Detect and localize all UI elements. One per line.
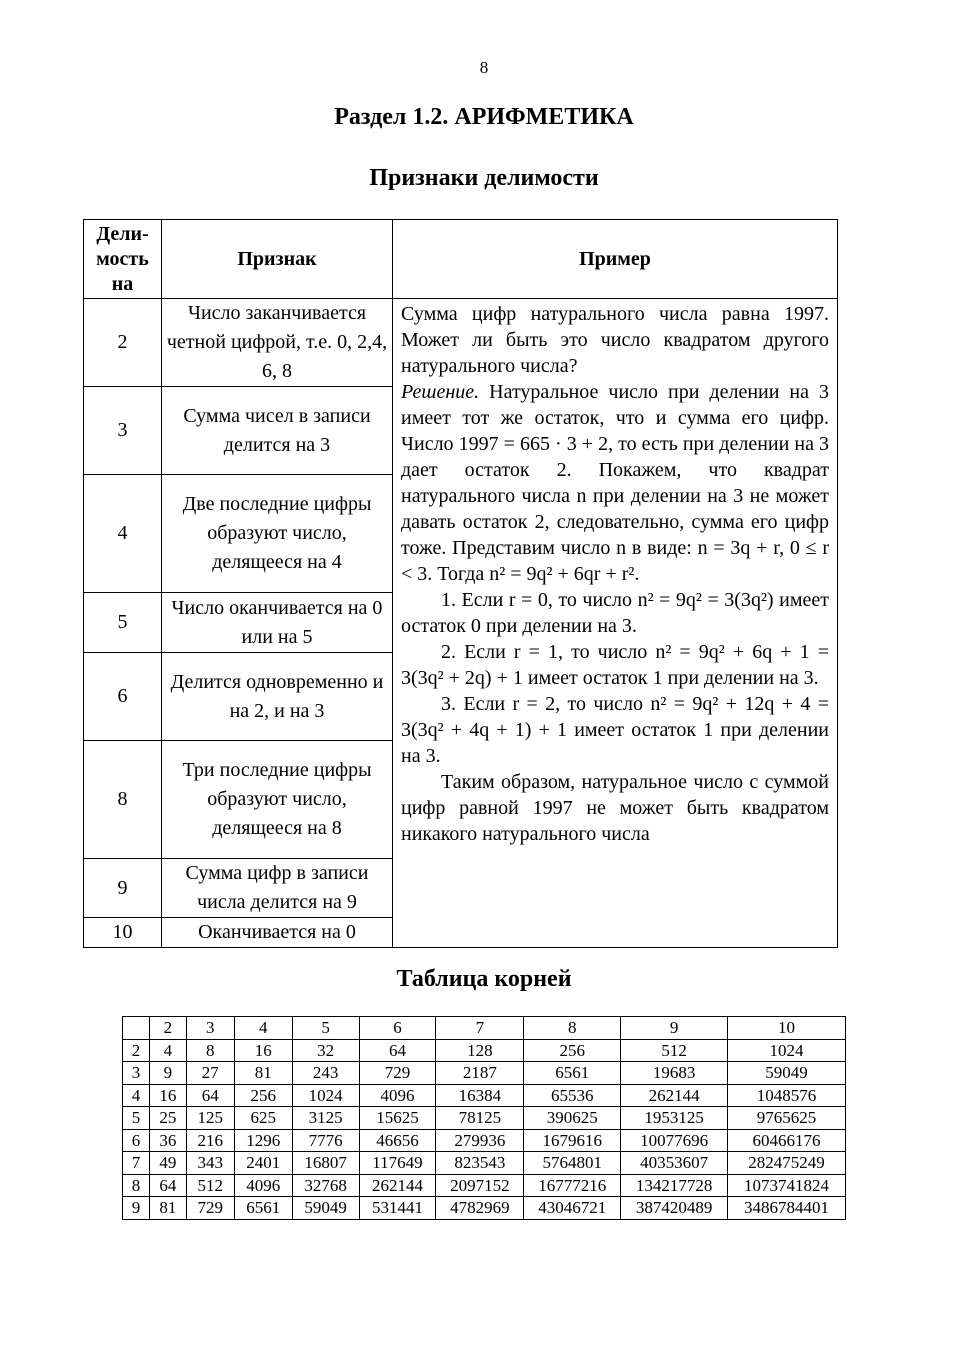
table-row	[123, 1197, 846, 1220]
roots-value-cell: 282475249	[728, 1152, 846, 1175]
roots-value-cell: 256	[234, 1084, 292, 1107]
roots-value-cell: 25	[149, 1107, 186, 1130]
roots-value-cell: 40353607	[621, 1152, 728, 1175]
roots-value-cell: 43046721	[524, 1197, 621, 1220]
roots-value-cell: 49	[149, 1152, 186, 1175]
roots-value-cell: 343	[186, 1152, 234, 1175]
roots-value-cell: 128	[436, 1039, 524, 1062]
roots-value-cell: 2	[149, 1017, 186, 1040]
page-number: 8	[479, 58, 489, 77]
example-case-3: 3. Если r = 2, то число n² = 9q² + 12q + 4 = 3(3q² + 4q + 1) + 1 имеет остаток 1 при делении на 3.	[401, 693, 829, 767]
roots-value-cell: 60466176	[728, 1129, 846, 1152]
roots-value-cell: 2401	[234, 1152, 292, 1175]
roots-value-cell: 134217728	[621, 1174, 728, 1197]
example-text	[401, 301, 829, 847]
roots-value-cell: 5764801	[524, 1152, 621, 1175]
roots-value-cell: 1296	[234, 1129, 292, 1152]
example-case-1: 1. Если r = 0, то число n² = 9q² = 3(3q²) имеет остаток 0 при делении на 3.	[401, 589, 829, 637]
roots-value-cell: 27	[186, 1062, 234, 1085]
sign-cell: Сумма чисел в записи делится на 3	[162, 387, 393, 475]
roots-value-cell: 729	[186, 1197, 234, 1220]
roots-value-cell: 16777216	[524, 1174, 621, 1197]
divisor-cell: 2	[84, 299, 162, 387]
divisor-cell: 8	[84, 741, 162, 859]
roots-value-cell: 46656	[359, 1129, 436, 1152]
table-row	[123, 1152, 846, 1175]
example-case-2: 2. Если r = 1, то число n² = 9q² + 6q + 1 = 3(3q² + 2q) + 1 имеет остаток 1 при делении на 3.	[401, 641, 829, 689]
divisor-cell: 6	[84, 653, 162, 741]
roots-value-cell: 2097152	[436, 1174, 524, 1197]
roots-value-cell: 7	[436, 1017, 524, 1040]
table-row	[123, 1107, 846, 1130]
roots-value-cell: 4096	[234, 1174, 292, 1197]
roots-value-cell: 64	[359, 1039, 436, 1062]
roots-value-cell: 1073741824	[728, 1174, 846, 1197]
roots-value-cell: 10	[728, 1017, 846, 1040]
roots-value-cell: 9	[149, 1062, 186, 1085]
roots-value-cell: 531441	[359, 1197, 436, 1220]
roots-value-cell: 81	[149, 1197, 186, 1220]
roots-value-cell: 1679616	[524, 1129, 621, 1152]
solution-text: Натуральное число при делении на 3 имеет тот же остаток, что и сумма его цифр. Число 1997 = 665 · 3 + 2, то есть при делении на 3 дает остаток 2. Покажем, что квадрат натурального числа n при делении на 3 не может давать остаток 2, следовательно, сумма его цифр тоже. Представим число n в виде: n = 3q + r, 0 ≤ r < 3. Тогда n² = 9q² + 6qr + r².	[401, 381, 829, 585]
roots-value-cell: 16	[234, 1039, 292, 1062]
roots-base-cell: 6	[123, 1129, 150, 1152]
roots-value-cell: 65536	[524, 1084, 621, 1107]
roots-value-cell: 625	[234, 1107, 292, 1130]
roots-value-cell: 32	[292, 1039, 359, 1062]
roots-value-cell: 3	[186, 1017, 234, 1040]
roots-base-cell: 8	[123, 1174, 150, 1197]
roots-value-cell: 6	[359, 1017, 436, 1040]
roots-value-cell: 4	[149, 1039, 186, 1062]
sign-cell: Две последние цифры образуют число, делящееся на 4	[162, 475, 393, 593]
roots-value-cell: 16807	[292, 1152, 359, 1175]
example-conclusion: Таким образом, натуральное число с суммой цифр равной 1997 не может быть квадратом никакого натурального числа	[401, 771, 829, 845]
roots-value-cell: 512	[186, 1174, 234, 1197]
roots-value-cell: 4782969	[436, 1197, 524, 1220]
roots-value-cell: 117649	[359, 1152, 436, 1175]
solution-label: Решение.	[401, 381, 480, 403]
roots-value-cell: 2187	[436, 1062, 524, 1085]
example-problem: Сумма цифр натурального числа равна 1997. Может ли быть это число квадратом другого натурального числа?	[401, 303, 829, 377]
roots-value-cell: 1048576	[728, 1084, 846, 1107]
roots-value-cell: 6561	[524, 1062, 621, 1085]
roots-value-cell: 1024	[292, 1084, 359, 1107]
roots-value-cell: 15625	[359, 1107, 436, 1130]
roots-value-cell: 78125	[436, 1107, 524, 1130]
sign-cell: Сумма цифр в записи числа делится на 9	[162, 859, 393, 918]
section-title: Раздел 1.2. АРИФМЕТИКА	[334, 104, 634, 130]
roots-value-cell: 4	[234, 1017, 292, 1040]
roots-value-cell: 4096	[359, 1084, 436, 1107]
table-row	[123, 1174, 846, 1197]
roots-value-cell: 3125	[292, 1107, 359, 1130]
roots-value-cell: 10077696	[621, 1129, 728, 1152]
roots-value-cell: 59049	[292, 1197, 359, 1220]
roots-value-cell: 9765625	[728, 1107, 846, 1130]
sign-cell: Делится одновременно и на 2, и на 3	[162, 653, 393, 741]
header-example: Пример	[393, 220, 838, 299]
roots-value-cell: 32768	[292, 1174, 359, 1197]
sign-cell: Число заканчивается четной цифрой, т.е. 0, 2,4, 6, 8	[162, 299, 393, 387]
roots-value-cell: 256	[524, 1039, 621, 1062]
roots-value-cell: 7776	[292, 1129, 359, 1152]
roots-base-cell	[123, 1017, 150, 1040]
roots-base-cell: 7	[123, 1152, 150, 1175]
roots-value-cell: 8	[186, 1039, 234, 1062]
example-solution	[401, 379, 829, 587]
roots-title: Таблица корней	[396, 966, 572, 992]
roots-value-cell: 19683	[621, 1062, 728, 1085]
divisibility-title: Признаки делимости	[369, 165, 599, 191]
roots-value-cell: 1024	[728, 1039, 846, 1062]
roots-value-cell: 5	[292, 1017, 359, 1040]
roots-table	[122, 1016, 846, 1220]
roots-value-cell: 216	[186, 1129, 234, 1152]
roots-base-cell: 4	[123, 1084, 150, 1107]
roots-value-cell: 64	[149, 1174, 186, 1197]
roots-value-cell: 243	[292, 1062, 359, 1085]
table-row	[123, 1062, 846, 1085]
roots-base-cell: 3	[123, 1062, 150, 1085]
sign-cell: Оканчивается на 0	[162, 918, 393, 948]
example-cell	[393, 299, 838, 948]
header-sign: Признак	[162, 220, 393, 299]
roots-value-cell: 262144	[359, 1174, 436, 1197]
sign-cell: Число оканчивается на 0 или на 5	[162, 593, 393, 653]
roots-value-cell: 59049	[728, 1062, 846, 1085]
roots-value-cell: 6561	[234, 1197, 292, 1220]
roots-base-cell: 9	[123, 1197, 150, 1220]
roots-value-cell: 262144	[621, 1084, 728, 1107]
divisor-cell: 10	[84, 918, 162, 948]
divisor-cell: 3	[84, 387, 162, 475]
roots-value-cell: 81	[234, 1062, 292, 1085]
roots-value-cell: 1953125	[621, 1107, 728, 1130]
roots-value-cell: 387420489	[621, 1197, 728, 1220]
roots-value-cell: 9	[621, 1017, 728, 1040]
roots-value-cell: 823543	[436, 1152, 524, 1175]
divisor-cell: 9	[84, 859, 162, 918]
table-row	[123, 1039, 846, 1062]
roots-header-row	[123, 1017, 846, 1040]
roots-value-cell: 8	[524, 1017, 621, 1040]
header-divisor: Дели- мость на	[84, 220, 162, 299]
divisibility-table	[83, 219, 838, 948]
roots-value-cell: 279936	[436, 1129, 524, 1152]
divisor-cell: 5	[84, 593, 162, 653]
table-row	[123, 1084, 846, 1107]
roots-value-cell: 36	[149, 1129, 186, 1152]
divisibility-header-row	[84, 220, 838, 299]
sign-cell: Три последние цифры образуют число, делящееся на 8	[162, 741, 393, 859]
roots-table-body	[123, 1017, 846, 1220]
roots-value-cell: 512	[621, 1039, 728, 1062]
roots-value-cell: 125	[186, 1107, 234, 1130]
roots-value-cell: 390625	[524, 1107, 621, 1130]
roots-value-cell: 64	[186, 1084, 234, 1107]
roots-value-cell: 16	[149, 1084, 186, 1107]
roots-base-cell: 5	[123, 1107, 150, 1130]
roots-value-cell: 729	[359, 1062, 436, 1085]
divisor-cell: 4	[84, 475, 162, 593]
roots-base-cell: 2	[123, 1039, 150, 1062]
roots-value-cell: 16384	[436, 1084, 524, 1107]
roots-value-cell: 3486784401	[728, 1197, 846, 1220]
table-row	[123, 1129, 846, 1152]
table-row	[84, 299, 838, 387]
